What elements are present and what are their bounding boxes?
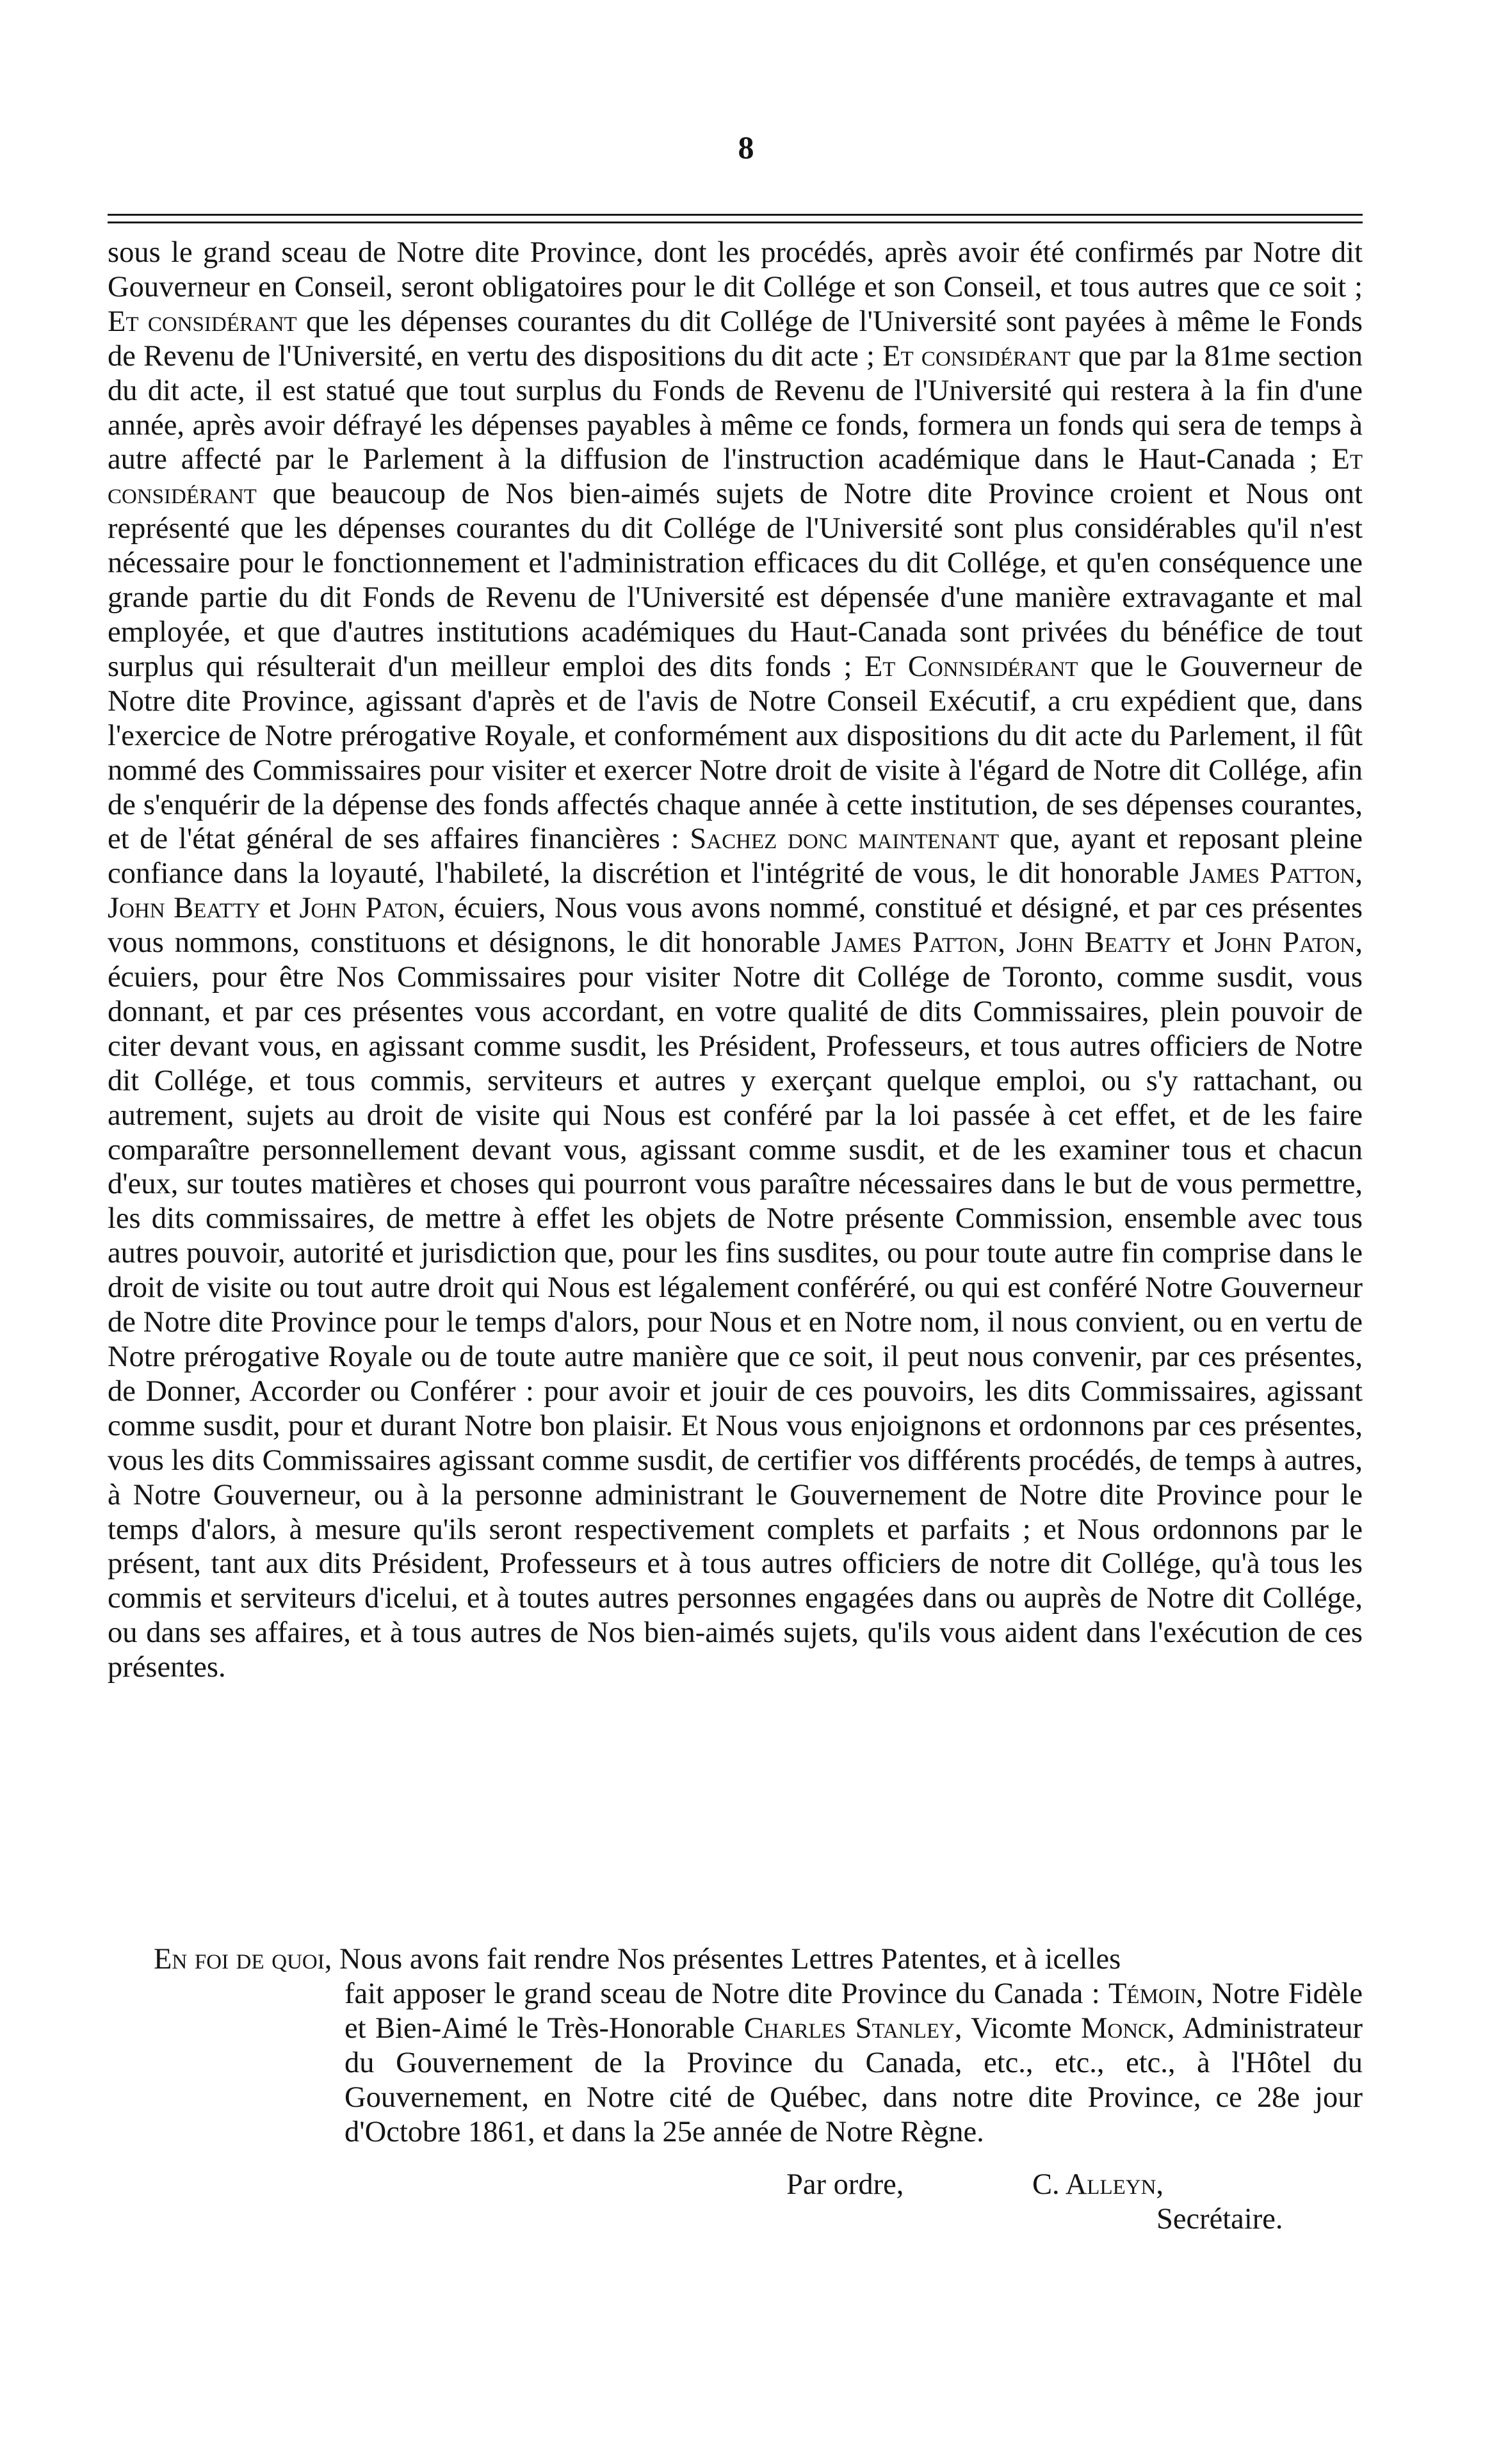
smallcaps-phrase: John Beatty <box>108 892 261 925</box>
closing-lead-smallcaps: En foi de quoi <box>154 1943 325 1976</box>
smallcaps-phrase: Sachez donc maintenant <box>690 823 1000 856</box>
text-run: et <box>260 892 300 925</box>
closing-lead-text: , Nous avons fait rendre Nos présentes Lettres Patentes, et à icelles <box>324 1943 1121 1976</box>
closing-lead-line <box>108 1942 1363 1977</box>
text-run: , Notre Fidèle et Bien-Aimé le Très-Honorable <box>345 1977 1363 2045</box>
text-run: , écuiers, pour être Nos Commissaires pour visiter Notre dit Collége de Toronto, comme susdit, vous donnant, et par ces présentes vous accordant, en votre qualité de dits Commissaires, plein pouvoir de citer devant vous, en agissant comme susdit, les Président, Professeurs, et tous autres officiers de Notre dit Collége, et tous commis, serviteurs et autres y exerçant quelque emploi, ou s'y rattachant, ou autrement, sujets au droit de visite qui Nous est conféré par la loi passée à cet effet, et de les faire comparaître personnellement devant vous, agissant comme susdit, et de les examiner tous et chacun d'eux, sur toutes matières et choses qui pourront vous paraître nécessaires dans le but de vous permettre, les dits commissaires, de mettre à effet les objets de Notre présente Commission, ensemble avec tous autres pouvoir, autorité et jurisdiction que, pour les fins susdites, ou pour toute autre fin comprise dans le droit de visite ou tout autre droit qui Nous est légalement conféréré, ou qui est conféré Notre Gouverneur de Notre dite Province pour le temps d'alors, pour Nous et en Notre nom, il nous convient, ou en vertu de Notre prérogative Royale ou de toute autre manière que ce soit, il peut nous convenir, par ces présentes, de Donner, Accorder ou Conférer : pour avoir et jouir de ces pouvoirs, les dits Commissaires, agissant comme susdit, pour et durant Notre bon plaisir. Et Nous vous enjoignons et ordonnons par ces présentes, vous les dits Commissaires agissant comme susdit, de certifier vos différents procédés, de temps à autres, à Notre Gouverneur, ou à la personne administrant le Gouvernement de Notre dite Province pour le temps d'alors, à mesure qu'ils seront respectivement complets et parfaits ; et Nous ordonnons par le présent, tant aux dits Président, Professeurs et à tous autres officiers de notre dit Collége, qu'à tous les commis et serviteurs d'icelui, et à toutes autres personnes engagées dans ou auprès de Notre dit Collége, ou dans ses affaires, et à tous autres de Nos bien-aimés sujets, qu'ils vous aident dans l'exécution de ces présentes. <box>108 926 1363 1684</box>
smallcaps-phrase: Et considérant <box>108 305 297 338</box>
header-rule-top <box>108 214 1363 216</box>
smallcaps-phrase: John Paton <box>1214 926 1356 960</box>
commission-body-paragraph <box>108 236 1363 1685</box>
smallcaps-phrase: Charles Stanley <box>743 2011 955 2045</box>
closing-indented-block <box>108 1977 1363 2150</box>
signatory-name: C. Alleyn, <box>1032 2168 1164 2201</box>
smallcaps-phrase: Et considérant <box>108 443 1363 511</box>
smallcaps-phrase: John Beatty <box>1016 926 1172 960</box>
text-run: , Administrateur du Gouvernement de la Province du Canada, etc., etc., etc., à l'Hôtel du Gouvernement, en Notre cité de Québec, dans notre dite Province, ce 28e jour d'Octobre 1861, et dans la 25e année de Notre Règne. <box>345 2011 1363 2148</box>
text-run: fait apposer le grand sceau de Notre dite Province du Canada : <box>345 1977 1109 2010</box>
text-run: , écuiers, Nous vous avons nommé, constitué et désigné, et par ces présentes vous nommons, constituons et désignons, le dit honorable <box>108 892 1363 960</box>
smallcaps-phrase: James Patton <box>831 926 998 960</box>
text-run: et <box>1171 926 1215 960</box>
smallcaps-phrase: Témoin <box>1108 1977 1196 2010</box>
smallcaps-phrase: Et Connsidérant <box>864 650 1078 683</box>
text-run: sous le grand sceau de Notre dite Province, dont les procédés, après avoir été confirmés par Notre dit Gouverneur en Conseil, seront obligatoires pour le dit Collége et son Conseil, et tous autres que ce soit ; <box>108 236 1363 303</box>
text-run: que les dépenses courantes du dit Collége de l'Université sont payées à même le Fonds de Revenu de l'Université, en vertu des dispositions du dit acte ; <box>108 305 1363 373</box>
text-run: que par la 81me section du dit acte, il est statué que tout surplus du Fonds de Revenu de l'Université qui restera à la fin d'une année, après avoir défrayé les dépenses payables à même ce fonds, formera un fonds qui sera de temps à autre affecté par le Parlement à la diffusion de l'instruction académique dans le Haut-Canada ; <box>108 339 1363 476</box>
text-run: , <box>998 926 1016 960</box>
closing-paragraph <box>108 1942 1363 2149</box>
smallcaps-phrase: Et considérant <box>882 339 1071 373</box>
text-run: , <box>1355 857 1363 890</box>
smallcaps-phrase: James Patton <box>1189 857 1356 890</box>
text-run: que, ayant et reposant pleine confiance dans la loyauté, l'habileté, la discrétion et l'intégrité de vous, le dit honorable <box>108 823 1363 890</box>
text-run: , Vicomte <box>954 2011 1082 2045</box>
smallcaps-phrase: Monck <box>1081 2011 1167 2045</box>
header-rule-bottom <box>108 221 1363 223</box>
smallcaps-phrase: John Paton <box>299 892 438 925</box>
text-run: que le Gouverneur de Notre dite Province, agissant d'après et de l'avis de Notre Conseil Exécutif, a cru expédient que, dans l'exercice de Notre prérogative Royale, et conformément aux dispositions du dit acte du Parlement, il fût nommé des Commissaires pour visiter et exercer Notre droit de visite à l'égard de Notre dit Collége, afin de s'enquérir de la dépense des fonds affectés chaque année à cette institution, de ses dépenses courantes, et de l'état général de ses affaires financières : <box>108 650 1363 856</box>
text-run: que beaucoup de Nos bien-aimés sujets de Notre dite Province croient et Nous ont représenté que les dépenses courantes du dit Collége de l'Université sont plus considérables qu'il n'est nécessaire pour le fonctionnement et l'administration efficaces du dit Collége, et qu'en conséquence une grande partie du dit Fonds de Revenu de l'Université est dépensée d'une manière extravagante et mal employée, et que d'autres institutions académiques du Haut-Canada sont privées du bénéfice de tout surplus qui résulterait d'un meilleur emploi des dits fonds ; <box>108 478 1363 683</box>
signatory-title: Secrétaire. <box>1156 2203 1283 2235</box>
par-ordre-label: Par ordre, <box>786 2168 904 2201</box>
page-number: 8 <box>738 129 754 165</box>
